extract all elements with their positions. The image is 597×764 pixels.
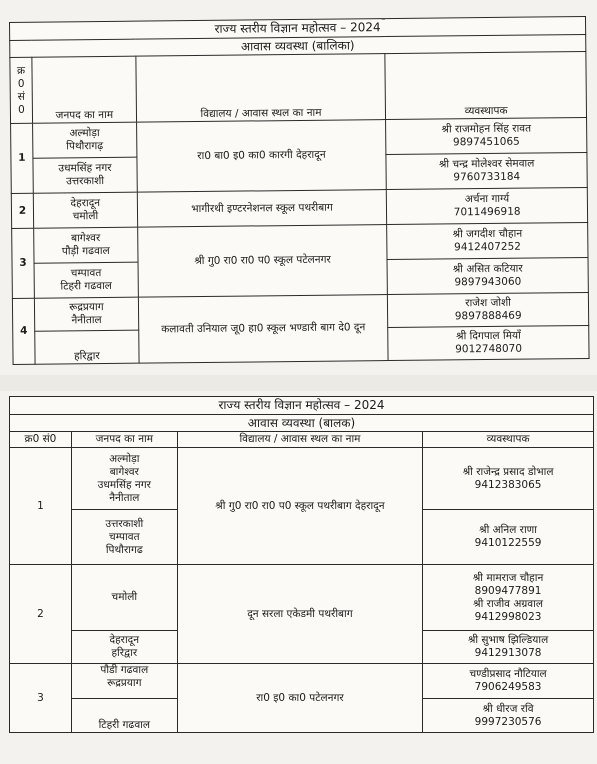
header-serial: क्र 0 सं 0 — [10, 57, 33, 123]
district-cell: टिहरी गढवाल — [71, 699, 177, 733]
school-cell: रा0 बा0 इ0 का0 कारगी देहरादून — [136, 120, 386, 193]
school-cell: भागीरथी इण्टरनेशनल स्कूल पथरीबाग — [137, 190, 387, 228]
district-cell: उत्तरकाशी चम्पावत पिथौरागढ — [71, 510, 177, 565]
row-serial: 2 — [10, 565, 72, 664]
manager-cell: श्री अनिल राणा 9410122559 — [423, 510, 594, 565]
manager-cell: श्री सुभाष झिल्डियाल 9412913078 — [423, 631, 594, 664]
manager-cell: श्री राजेन्द्र प्रसाद डोभाल 9412383065 — [423, 448, 594, 510]
manager-cell: श्री दिगपाल मियाँ 9012748070 — [388, 325, 589, 360]
district-cell: देहरादून चमोली — [33, 192, 137, 228]
row-serial: 1 — [11, 123, 34, 193]
manager-cell: श्री मामराज चौहान 8909477891 श्री राजीव अग्रवाल 9412998023 — [423, 565, 594, 631]
district-cell: चमोली — [71, 565, 177, 631]
school-cell: श्री गु0 रा0 रा0 प0 स्कूल पटेलनगर — [137, 225, 387, 298]
row-serial: 3 — [10, 664, 72, 733]
district-cell: हरिद्वार — [35, 330, 139, 364]
manager-cell: अर्चना गार्ग्य 7011496918 — [387, 187, 588, 224]
table-title: राज्य स्तरीय विज्ञान महोत्सव – 2024 — [10, 16, 586, 40]
school-cell: दून सरला एकेडमी पथरीबाग — [177, 565, 422, 664]
manager-cell: राजेश जोशी 9897888469 — [388, 292, 589, 327]
header-manager: व्यवस्थापक — [385, 51, 586, 119]
school-cell: श्री गु0 रा0 रा0 प0 स्कूल पथरीबाग देहरादून — [177, 448, 422, 565]
manager-cell: श्री धीरज रवि 9997230576 — [423, 699, 594, 733]
district-cell: पौडी गढवाल रूद्रप्रयाग — [71, 664, 177, 699]
district-cell: देहरादून हरिद्वार — [71, 631, 177, 664]
district-cell: बागेश्वर पौड़ी गढवाल — [34, 227, 138, 263]
row-serial: 4 — [12, 298, 35, 364]
table-subtitle: आवास व्यवस्था (बालक) — [10, 415, 594, 432]
row-serial: 2 — [11, 193, 33, 228]
manager-cell: श्री राजमोहन सिंह रावत 9897451065 — [386, 117, 587, 154]
page-gap — [0, 375, 597, 391]
manager-cell: श्री जगदीश चौहान 9412407252 — [387, 222, 588, 259]
header-serial: क्र0 सं0 — [10, 432, 72, 448]
district-cell: अल्मोड़ा बागेश्वर उधमसिंह नगर नैनीताल — [71, 448, 177, 510]
district-cell: चम्पावत टिहरी गढवाल — [34, 262, 138, 298]
header-school: विद्यालय / आवास स्थल का नाम — [177, 432, 422, 448]
boys-accommodation-table — [9, 396, 594, 733]
district-cell: रूद्रप्रयाग नैनीताल — [34, 297, 138, 331]
manager-cell: श्री असित कटियार 9897943060 — [387, 257, 588, 294]
header-district: जनपद का नाम — [32, 56, 137, 123]
manager-cell: चण्डीप्रसाद नौटियाल 7906249583 — [423, 664, 594, 699]
row-serial: 1 — [10, 448, 72, 565]
table-subtitle: आवास व्यवस्था (बालिका) — [10, 34, 586, 57]
header-school: विद्यालय / आवास स्थल का नाम — [136, 54, 386, 123]
district-cell: अल्मोड़ा पिथौरागढ़ — [33, 122, 137, 158]
row-serial: 3 — [12, 228, 35, 298]
table-title: राज्य स्तरीय विज्ञान महोत्सव – 2024 — [10, 397, 594, 415]
girls-accommodation-table — [9, 16, 590, 365]
district-cell: उधमसिंह नगर उत्तरकाशी — [33, 157, 137, 193]
header-manager: व्यवस्थापक — [423, 432, 594, 448]
manager-cell: श्री चन्द्र मोलेश्वर सेमवाल 9760733184 — [386, 152, 587, 189]
school-cell: कलावती उनियाल जू0 हा0 स्कूल भण्डारी बाग दे0 दून — [138, 295, 388, 364]
header-district: जनपद का नाम — [71, 432, 177, 448]
school-cell: रा0 इ0 का0 पटेलनगर — [177, 664, 422, 733]
